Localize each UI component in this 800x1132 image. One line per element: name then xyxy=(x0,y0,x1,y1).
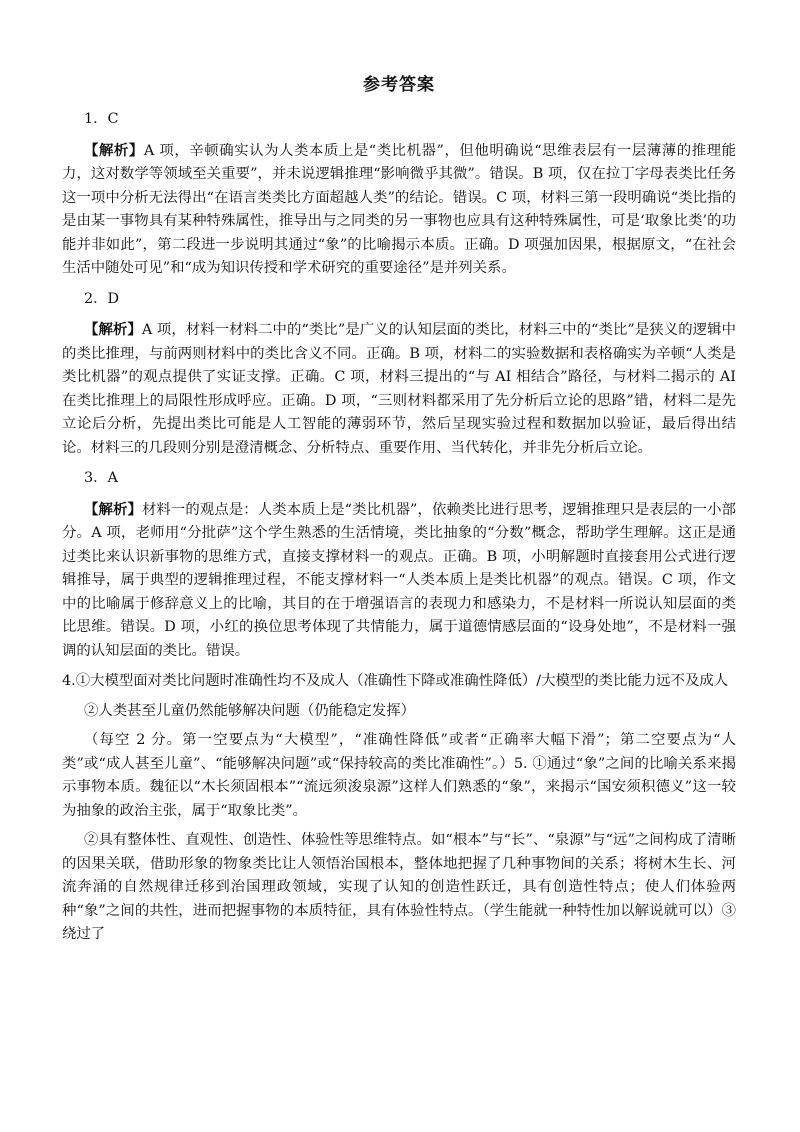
question-4-5-scoring-note: （每空 2 分。第一空要点为“大模型”，“准确性降低”或者“正确率大幅下滑”；第二空要点为“人类”或“成人甚至儿童”、“能够解决问题”或“保持较高的类比准确性”。）5. ①通过“象”之间的比喻关系来揭示事物本质。魏征以“木长须固根本”“流远须浚泉源”这样人们熟悉的“象”，来揭示“国安须积德义”这一较为抽象的政治主张，属于“取象比类”。 xyxy=(62,732,736,819)
explanation-tag: 【解析】 xyxy=(84,321,142,338)
question-3-explanation xyxy=(62,498,736,664)
question-2-answer: 2．D xyxy=(84,290,120,307)
question-4-line-1: 4.①大模型面对类比问题时准确性均不及成人（准确性下降或准确性降低）/大模型的类比能力远不及成人 xyxy=(62,673,729,689)
question-5-point-2: ②具有整体性、直观性、创造性、体验性等思维特点。如“根本”与“长”、“泉源”与“远”之间构成了清晰的因果关联，借助形象的物象类比让人领悟治国根本，整体地把握了几种事物间的关系；将树木生长、河流奔涌的自然规律迁移到治国理政领域，实现了认知的创造性跃迁，具有创造性特点；使人们体验两种“象”之间的共性，进而把握事物的本质特征，具有体验性特点。（学生能就一种特性加以解说就可以）③绕过了 xyxy=(62,832,736,942)
explanation-tag: 【解析】 xyxy=(84,141,144,159)
question-1-explanation xyxy=(62,139,736,281)
explanation-text: A 项，辛顿确实认为人类本质上是“类比机器”，但他明确说“思维表层有一层薄薄的推理能力，这对数学等领域至关重要”，并未说逻辑推理“影响微乎其微”。错误。B 项，仅在拉丁字母表类比任务这一项中分析无法得出“在语言类类比方面超越人类”的结论。错误。C 项，材料三第一段明确说“类比指的是由某一事物具有某种特殊属性，推导出与之同类的另一事物也应具有这种特殊属性，可是‘取象比类’的功能并非如此”，第二段进一步说明其通过“象”的比喻揭示本质。正确。D 项强加因果，根据原文，“在社会生活中随处可见”和“成为知识传授和学术研究的重要途径”是并列关系。 xyxy=(62,142,736,276)
page-title: 参考答案 xyxy=(363,75,435,95)
question-2-explanation xyxy=(62,318,736,460)
explanation-text: 材料一的观点是：人类本质上是“类比机器”，依赖类比进行思考，逻辑推理只是表层的一小部分。A 项，老师用“分批萨”这个学生熟悉的生活情境，类比抽象的“分数”概念，帮助学生理解。这正是通过类比来认识新事物的思维方式，直接支撑材料一的观点。正确。B 项，小明解题时直接套用公式进行逻辑推导，属于典型的逻辑推理过程，不能支撑材料一“人类本质上是类比机器”的观点。错误。C 项，作文中的比喻属于修辞意义上的比喻，其目的在于增强语言的表现力和感染力，不是材料一所说认知层面的类比思维。错误。D 项，小红的换位思考体现了共情能力，属于道德情感层面的“设身处地”，不是材料一强调的认知层面的类比。错误。 xyxy=(62,501,736,659)
explanation-tag: 【解析】 xyxy=(84,500,142,518)
question-3-answer: 3．A xyxy=(84,470,118,486)
explanation-text: A 项，材料一材料二中的“类比”是广义的认知层面的类比，材料三中的“类比”是狭义的逻辑中的类比推理，与前两则材料中的类比含义不同。正确。B 项，材料二的实验数据和表格确实为辛顿“人类是类比机器”的观点提供了实证支撑。正确。C 项，材料三提出的“与 AI 相结合”路径，与材料二揭示的 AI 在类比推理上的局限性形成呼应。正确。D 项，“三则材料都采用了先分析后立论的思路”错，材料二是先立论后分析，先提出类比可能是人工智能的薄弱环节，然后呈现实验过程和数据加以验证，最后得出结论。材料三的几段则分别是澄清概念、分析特点、重要作用、当代转化，并非先分析后立论。 xyxy=(62,322,736,456)
question-1-answer: 1．C xyxy=(84,111,119,127)
question-4-line-2: ②人类甚至儿童仍然能够解决问题（仍能稳定发挥） xyxy=(84,702,415,719)
